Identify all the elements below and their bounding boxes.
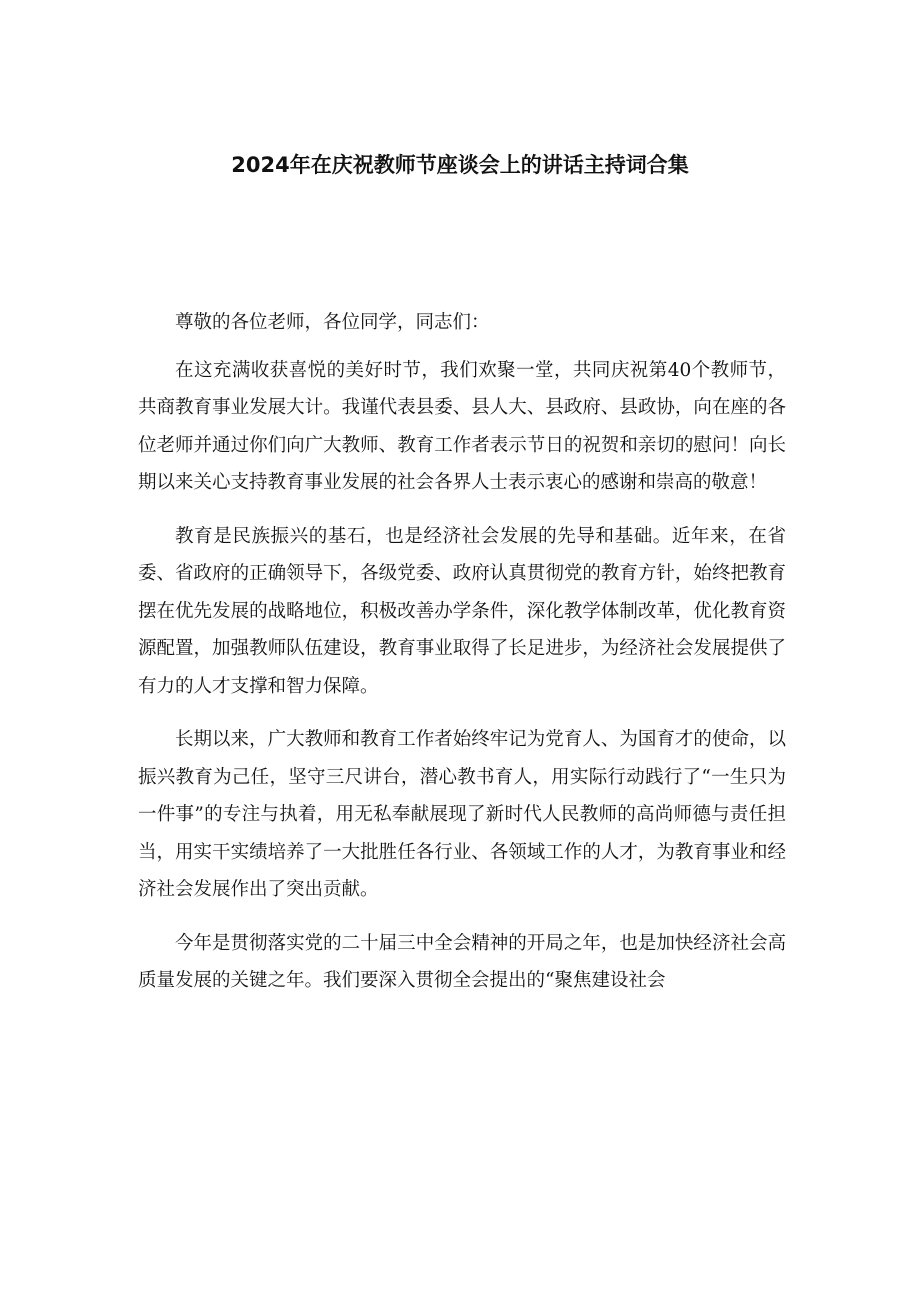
document-body bbox=[138, 304, 786, 1016]
salutation: 尊敬的各位老师，各位同学，同志们： bbox=[175, 312, 490, 333]
paragraph-1: 在这充满收获喜悦的美好时节，我们欢聚一堂，共同庆祝第40个教师节，共商教育事业发展大计。我谨代表县委、县人大、县政府、县政协，向在座的各位老师并通过你们向广大教师、教育工作者表示节日的祝贺和亲切的慰问！向长期以来关心支持教育事业发展的社会各界人士表示衷心的感谢和崇高的敬意！ bbox=[138, 359, 786, 493]
paragraph-2: 教育是民族振兴的基石，也是经济社会发展的先导和基础。近年来，在省委、省政府的正确领导下，各级党委、政府认真贯彻党的教育方针，始终把教育摆在优先发展的战略地位，积极改善办学条件，深化教学体制改革，优化教育资源配置，加强教师队伍建设，教育事业取得了长足进步，为经济社会发展提供了有力的人才支撑和智力保障。 bbox=[138, 525, 786, 697]
paragraph-4: 今年是贯彻落实党的二十届三中全会精神的开局之年，也是加快经济社会高质量发展的关键之年。我们要深入贯彻全会提出的“聚焦建设社会 bbox=[138, 932, 786, 991]
paragraph-3: 长期以来，广大教师和教育工作者始终牢记为党育人、为国育才的使命，以振兴教育为己任，坚守三尺讲台，潜心教书育人，用实际行动践行了“一生只为一件事”的专注与执着，用无私奉献展现了新时代人民教师的高尚师德与责任担当，用实干实绩培养了一大批胜任各行业、各领域工作的人才，为教育事业和经济社会发展作出了突出贡献。 bbox=[138, 729, 786, 900]
document-title: 2024年在庆祝教师节座谈会上的讲话主持词合集 bbox=[231, 153, 689, 177]
